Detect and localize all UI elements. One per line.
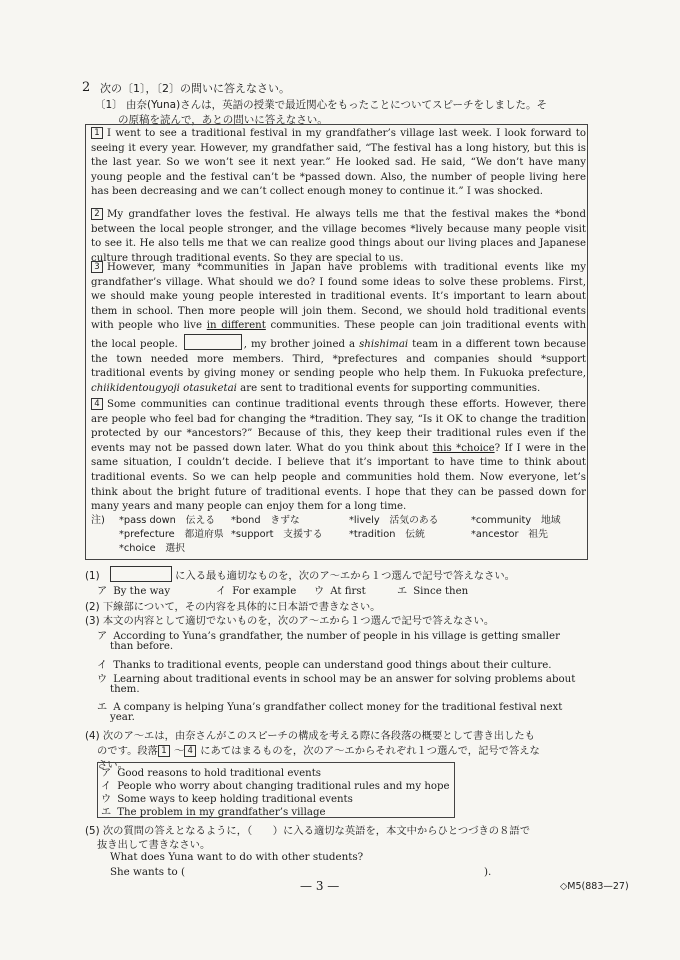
q1-option-c [314,582,366,597]
q3-option-b-kana: イ [97,660,108,671]
q3-option-d [97,698,562,713]
q4-option-d [101,803,326,818]
q1-option-a-kana: ア [97,586,108,597]
paragraph-ref-box-4: 4 [184,745,196,757]
question-4-line1: 次のア～エは，由奈さんがこのスピーチの構成を考える際に各段落の概要として書き出したも [102,730,535,742]
question-4-number: (4) [85,730,100,742]
q3-option-a [97,627,560,642]
q3-option-d-line2: year. [110,712,135,723]
paragraph-number-3: 3 [91,261,103,273]
q4-option-a-text: Good reasons to hold traditional events [117,768,322,779]
q3-option-a-kana: ア [97,631,108,642]
question-5-answer-end: ). [484,866,492,878]
question-1-text: に入る最も適切なものを，次のア～エから１つ選んで記号で答えなさい。 [175,570,515,582]
note-item: *community 地域 [471,515,561,526]
q4-option-b-text: People who worry about changing traditional rules and my hope [117,781,450,792]
question-4-line2b: にあてはまるものを，次のア～エからそれぞれ１つ選んで，記号で答えな [200,745,540,757]
paragraph-3-italic: shishimai [359,338,409,350]
question-2 [85,598,380,613]
q3-option-c-line2: them. [110,684,140,695]
question-1-number: (1) [85,570,100,582]
paragraph-1-text: I went to see a traditional festival in my grandfather’s village last week. I look forward to seeing it every year. However, my grandfather said, “The festival has a long history, but this is the last year. So we won’t see it next year.” He looked sad. He said, “We don’t have many young people and the festival can’t be *passed down. Also, the number of people living here has been decreasing and we can’t collect enough money to continue it.” I was shocked. [91,128,586,198]
paragraph-3-text-e: are sent to traditional events for supporting communities. [236,382,541,394]
q1-option-a [97,582,170,597]
q1-option-b [216,582,296,597]
question-3-number: (3) [85,615,100,627]
paragraph-4-text-a: Some communities can continue traditional events through these efforts. However, there are people who feel bad for changing the *tradition. They say, “Is it OK to change the tradition protected by our *ancestors?” Because of this, they keep their traditional rules even if the events may not be passed down later. What do you think about [91,399,586,454]
q1-option-c-kana: ウ [314,586,325,597]
note-item: *choice 選択 [119,543,186,554]
q3-option-c [97,670,575,685]
question-1 [85,566,515,582]
section-instruction: 次の〔1〕，〔2〕の問いに答えなさい。 [100,82,290,95]
subsection-label: 〔1〕 [95,99,123,111]
subsection-instruction-line1 [95,97,547,112]
question-4-line2 [97,742,540,757]
question-5-answer-start: She wants to ( [110,866,185,878]
paragraph-2-text: My grandfather loves the festival. He always tells me that the festival makes the *bond between the local people stronger, and the village becomes *lively because many people visit to see it. He also tells me that we can realize good things about our living places and Japanese culture through traditional events. So they are special to us. [91,209,586,264]
paragraph-4 [91,398,586,515]
paragraph-number-1: 1 [91,127,103,139]
note-item: *support 支援する [231,529,323,540]
q3-option-b-text: Thanks to traditional events, people can understand good things about their culture. [113,660,552,671]
subsection-instruction-line2: の原稿を読んで，あとの問いに答えなさい。 [118,114,328,126]
question-3-text: 本文の内容として適切でないものを，次のア～エから１つ選んで記号で答えなさい。 [102,615,495,627]
question-2-number: (2) [85,601,100,613]
q1-option-d-text: Since then [413,586,469,597]
paragraph-3 [91,261,586,396]
q3-option-c-text: Learning about traditional events in school may be an answer for solving problems about [113,674,576,685]
question-5-question: What does Yuna want to do with other students? [110,851,364,863]
question-4-tilde: ～ [173,745,185,757]
q1-option-a-text: By the way [113,586,171,597]
question-1-blank [110,566,172,582]
note-item: *pass down 伝える [119,515,216,526]
question-3 [85,612,494,627]
q4-option-c-kana: ウ [101,794,112,805]
notes-label: 注) [91,515,105,526]
question-5-number: (5) [85,825,100,837]
q3-option-a-line2: than before. [110,641,174,652]
subsection-text-1: 由奈(Yuna)さんは，英語の授業で最近関心をもったことについてスピーチをしました。そ [126,99,548,111]
paragraph-3-text-b: communities. These people can join traditional events with the local people. [91,320,587,350]
q1-option-c-text: At first [330,586,366,597]
question-5-line1b: ）に入る適切な英語を，本文中からひとつづきの８語で [272,825,530,837]
paragraph-ref-box-1: 1 [158,745,170,757]
question-4 [85,727,535,742]
note-item: *lively 活気のある [349,515,439,526]
q1-option-b-text: For example [232,586,297,597]
note-item: *tradition 伝統 [349,529,425,540]
question-5-line1a: 次の質問の答えとなるように，（ [102,825,253,837]
question-5 [85,822,530,837]
q1-option-b-kana: イ [216,586,227,597]
paragraph-3-text-c: , my brother joined a [243,338,360,350]
paragraph-2 [91,208,586,266]
page-number: — 3 — [300,879,340,893]
note-item: *prefecture 都道府県 [119,529,224,540]
answer-blank-box [184,334,242,350]
q4-option-d-kana: エ [101,807,112,818]
q3-option-b [97,656,551,671]
question-4-line3: さい。 [97,759,128,771]
q4-option-a-kana: ア [101,768,112,779]
section-number: 2 [82,80,91,95]
document-code: ◇M5(883—27) [560,881,629,892]
question-2-text: 下線部について，その内容を具体的に日本語で書きなさい。 [102,601,381,613]
q1-option-d-kana: エ [397,586,408,597]
question-5-line2: 抜き出して書きなさい。 [97,839,211,851]
paragraph-4-underline: this *choice [432,442,495,454]
q1-option-d [397,582,468,597]
paragraph-3-italic-2: chiikidentougyoji otasuketai [91,382,237,394]
paragraph-3-text-a: However, many *communities in Japan have problems with traditional events like my grandfather’s village. What should we do? I found some ideas to solve these problems. First, we should make young people interested in traditional events. It’s important to learn about them in school. Then more people will join them. Second, we should hold traditional events with people who live [91,262,586,332]
q3-option-a-text: According to Yuna’s grandfather, the number of people in his village is getting smaller [113,631,560,642]
paragraph-3-text-d: team in a different town because the town needed more members. Third, *prefectures and companies should *support traditional events by giving money or sending people who help them. In Fukuoka prefecture, [91,338,586,380]
q3-option-c-kana: ウ [97,674,108,685]
q3-option-d-kana: エ [97,702,108,713]
q4-option-b-kana: イ [101,781,112,792]
note-item: *bond きずな [231,515,300,526]
paragraph-3-underline: in different [206,320,266,332]
q4-option-c-text: Some ways to keep holding traditional events [117,794,353,805]
paragraph-4-text-b: ? If I were in the same situation, I couldn’t decide. I believe that it’s important to have time to think about traditional events. So we can help people and communities hold them. Now everyone, let’s think about the bright future of traditional events. I hope that they can be passed down for many years and many people can enjoy them for a long time. [91,442,587,513]
paragraph-number-2: 2 [91,208,103,220]
paragraph-number-4: 4 [91,398,103,410]
note-item: *ancestor 祖先 [471,529,548,540]
question-4-line2a: のです。段落 [97,745,158,757]
q4-option-d-text: The problem in my grandfather’s village [117,807,326,818]
q3-option-d-text: A company is helping Yuna’s grandfather collect money for the traditional festival next [113,702,563,713]
paragraph-1 [91,127,586,200]
